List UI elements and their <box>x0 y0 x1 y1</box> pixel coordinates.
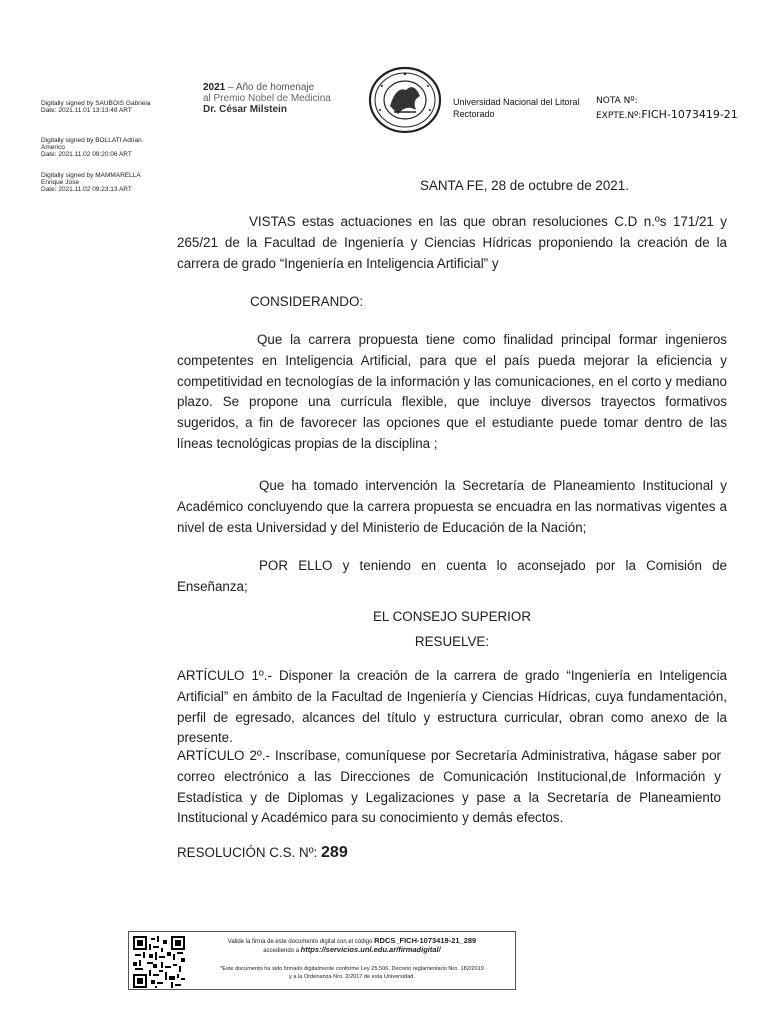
resolution-number: 289 <box>321 844 348 861</box>
banner-year: 2021 <box>203 82 226 93</box>
digital-signature-2 <box>41 137 151 158</box>
validation-url-link[interactable]: https://servicios.unl.edu.ar/firmadigital/ <box>300 945 441 954</box>
file-reference <box>596 95 738 123</box>
signature-date: Date: 2021.11.01 13:13:49 ART <box>41 107 132 114</box>
signature-date: Date: 2021.11.02 09:20:06 ART <box>41 151 132 158</box>
digital-signature-3 <box>41 172 159 193</box>
considerando-paragraph-2: Que ha tomado intervención la Secretaría de Planeamiento Institucional y Académico concluyendo que la carrera propuesta se encuadra en las normativas vigentes a nivel de esta Universidad y del Ministerio de Educación de la Nación; <box>177 478 727 535</box>
signature-date: Date: 2021.11.02 09:23:13 ART <box>41 186 132 193</box>
university-seal-icon <box>368 66 442 134</box>
signature-signer: Digitally signed by SAUBOIS Gabriela <box>41 100 151 107</box>
validation-footer <box>128 931 516 990</box>
digital-signature-1 <box>41 100 181 114</box>
validate-label: Valide la firma de este documento digital con el código <box>227 939 375 945</box>
access-label: accediendo a <box>263 948 301 954</box>
considerando-heading: CONSIDERANDO: <box>250 294 364 309</box>
homage-banner <box>203 82 348 132</box>
qr-code-icon[interactable] <box>133 936 185 988</box>
consejo-heading: EL CONSEJO SUPERIOR <box>373 609 531 624</box>
legal-note-line2: y a la Ordenanza Nro. 2/2017 de esta Universidad. <box>289 973 415 980</box>
validation-text <box>191 937 513 981</box>
article-1: ARTÍCULO 1º.- Disponer la creación de la carrera de grado “Ingeniería en Inteligencia Artificial” en ámbito de la Facultad de Ingeniería y Ciencias Hídricas, cuya fundamentación, perfil de egresado, alcances del título y estructura curricular, obran como anexo de la presente. <box>177 668 727 746</box>
expte-label: EXPTE.Nº: <box>596 111 642 121</box>
date-line: SANTA FE, 28 de octubre de 2021. <box>420 178 629 193</box>
nota-label: NOTA Nº: <box>596 96 638 106</box>
banner-line1: – Año de homenaje <box>225 82 315 93</box>
signature-signer: Digitally signed by BOLLATI Adrian Americo <box>41 137 142 151</box>
banner-line3: Dr. César Milstein <box>203 104 287 115</box>
article-2: ARTÍCULO 2º.- Inscríbase, comuníquese por Secretaría Administrativa, hágase saber por correo electrónico a las Direcciones de Comunicación Institucional,de Información y Estadística y de Diplomas y Legalizaciones y pase a la Secretaría de Planeamiento Institucional y Académico para su conocimiento y demás efectos. <box>177 748 721 826</box>
validation-code: RDCS_FICH-1073419-21_289 <box>374 936 477 945</box>
resolution-line <box>177 843 348 864</box>
expte-value: FICH-1073419-21 <box>641 108 738 121</box>
banner-line2: al Premio Nobel de Medicina <box>203 93 331 104</box>
resolution-label: RESOLUCIÓN C.S. Nº: <box>177 845 322 860</box>
por-ello-paragraph: POR ELLO y teniendo en cuenta lo aconsejado por la Comisión de Enseñanza; <box>177 558 727 594</box>
vistas-paragraph: VISTAS estas actuaciones en las que obran resoluciones C.D n.ºs 171/21 y 265/21 de la Facultad de Ingeniería y Ciencias Hídricas proponiendo la creación de la carrera de grado “Ingeniería en Inteligencia Artificial” y <box>177 214 727 271</box>
university-header <box>453 96 580 120</box>
office-name: Rectorado <box>453 109 495 119</box>
resuelve-heading: RESUELVE: <box>414 634 490 649</box>
legal-note-line1: *Este documento ha sido firmado digitalmente conforme Ley 25.506, Decreto reglamentario Nro. 182/2019 <box>220 966 484 972</box>
considerando-paragraph-1: Que la carrera propuesta tiene como finalidad principal formar ingenieros competentes en Inteligencia Artificial, para que el país pueda mejorar la eficiencia y competitividad en tecnologías de la información y las comunicaciones, en el corto y mediano plazo. Se propone una currícula flexible, que incluye diversos trayectos formativos sugeridos, a fin de favorecer las opciones que el estudiante puede tomar dentro de las líneas tecnológicas propias de la disciplina ; <box>177 332 727 451</box>
signature-signer: Digitally signed by MAMMARELLA Enrique Jose <box>41 172 141 186</box>
university-name: Universidad Nacional del Litoral <box>453 97 580 107</box>
